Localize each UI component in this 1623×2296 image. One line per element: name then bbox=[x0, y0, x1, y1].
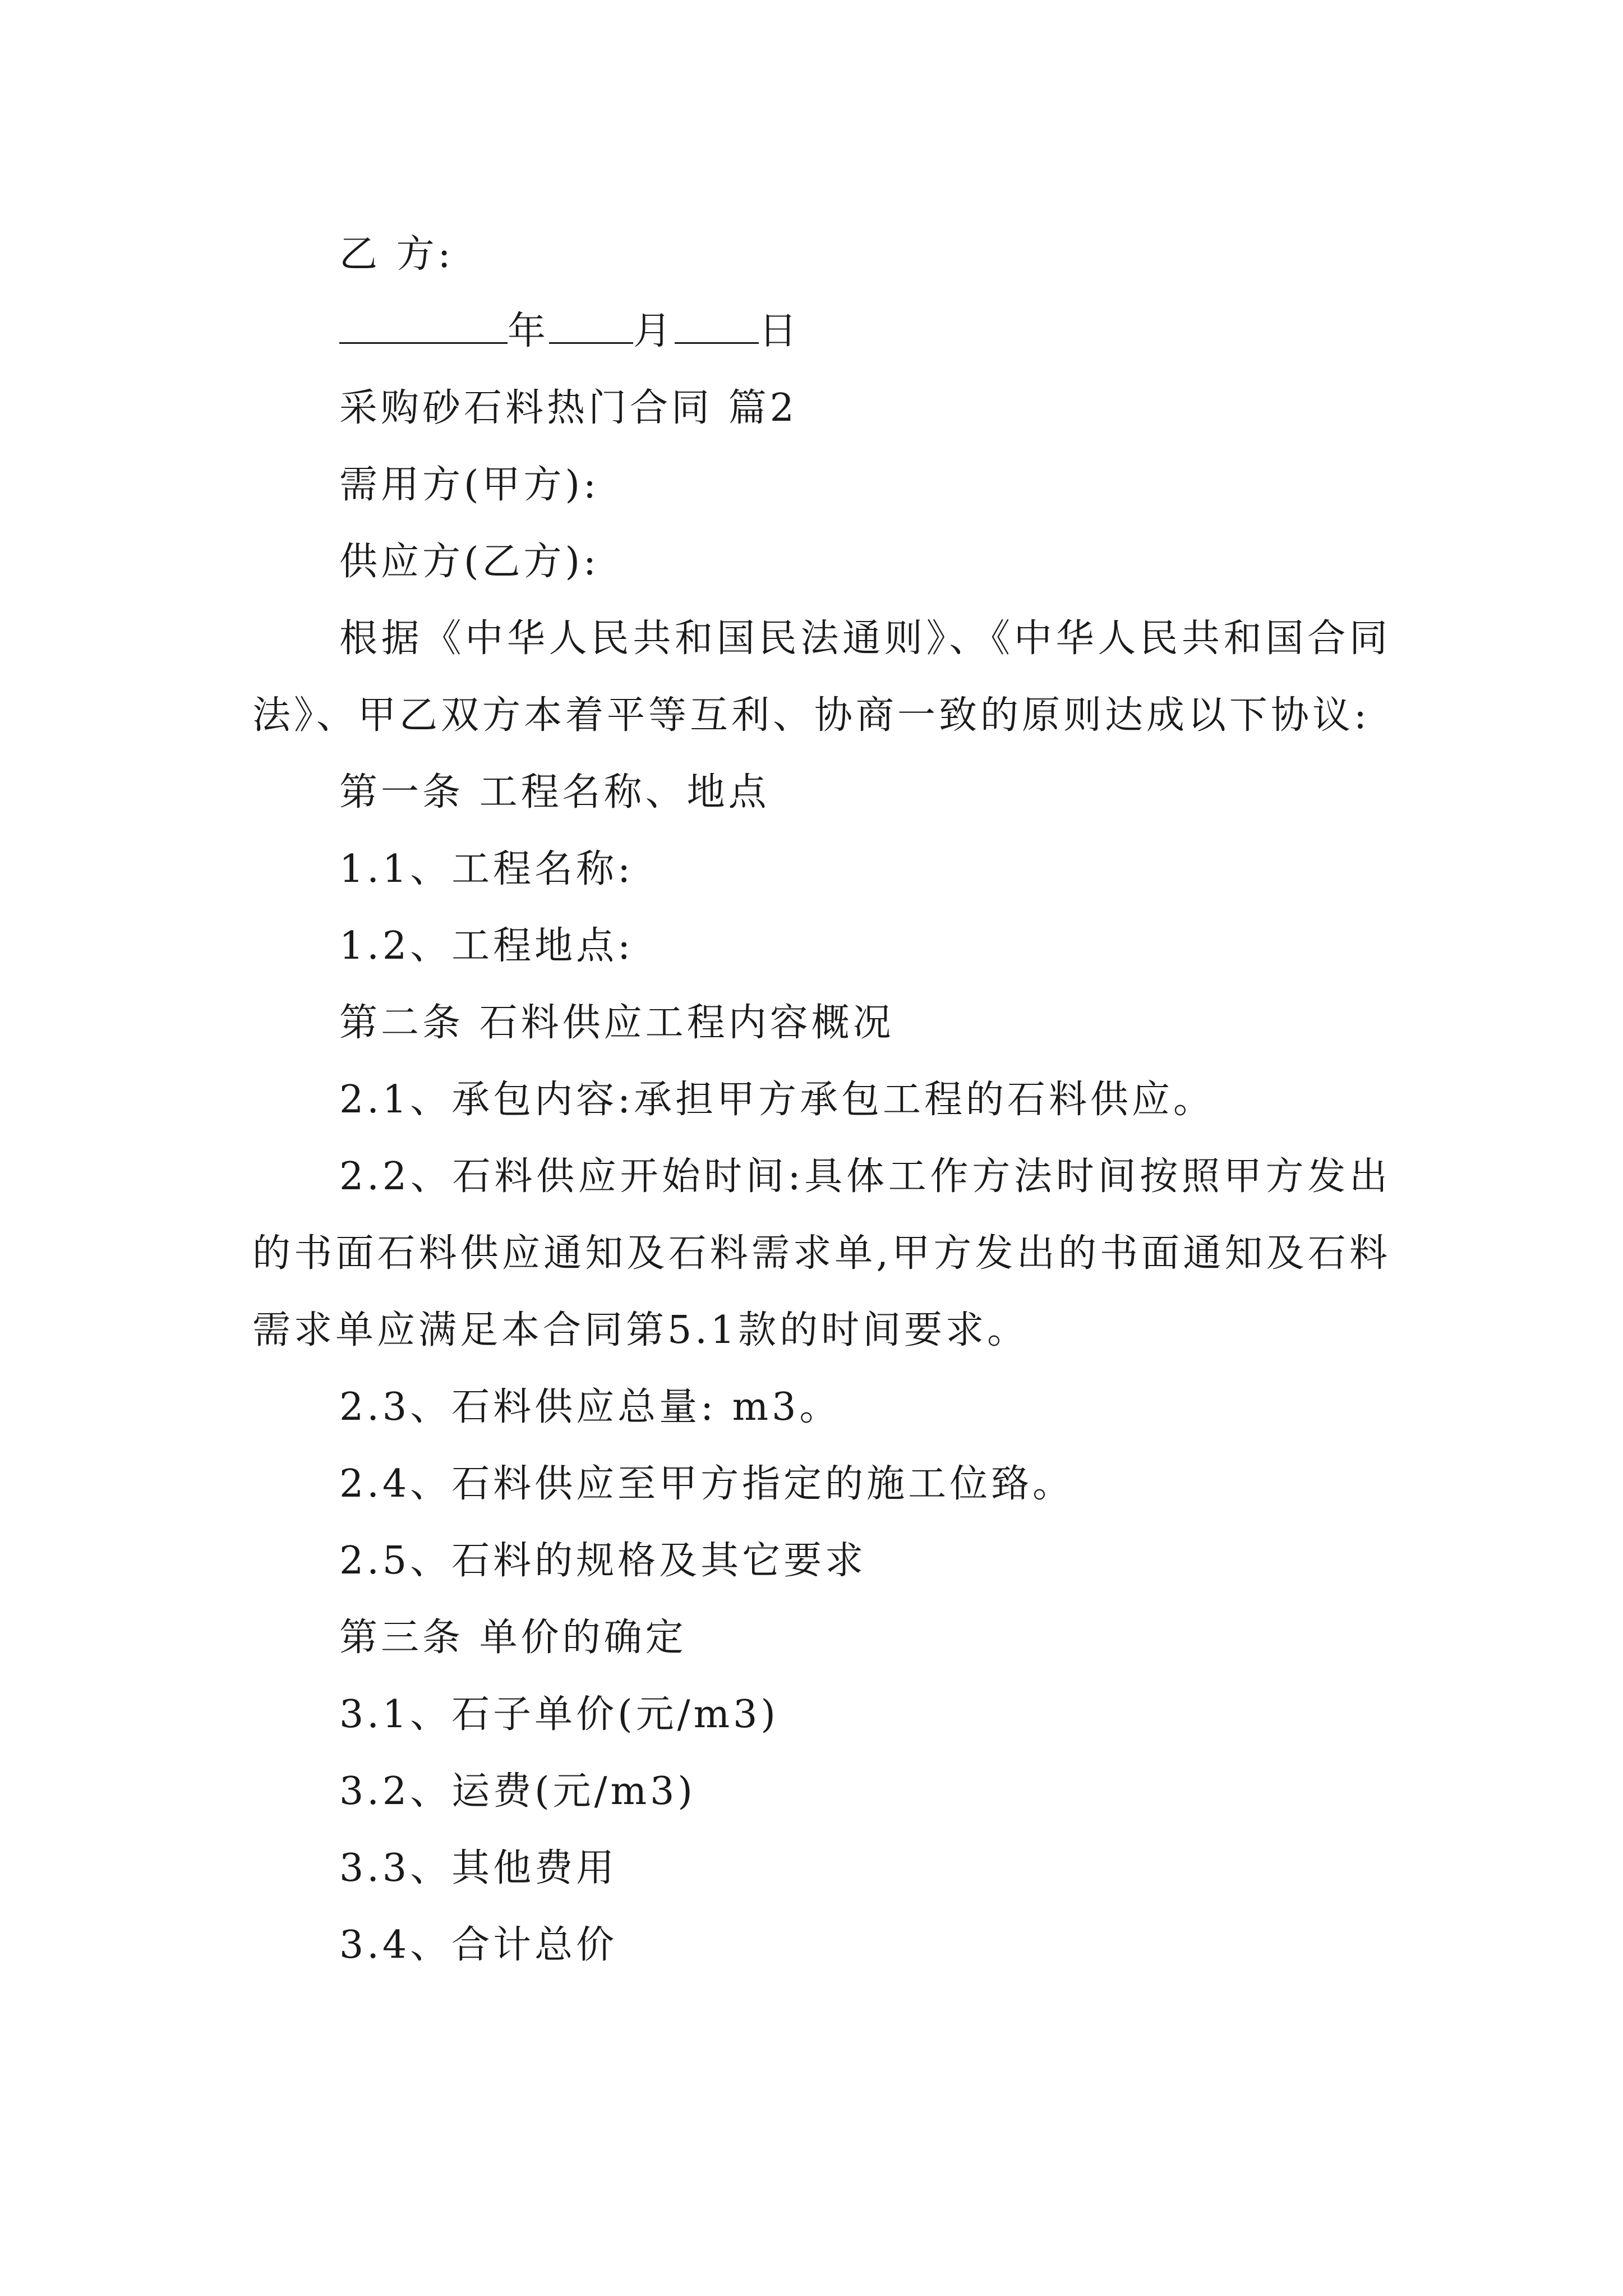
preamble-paragraph: 根据《中华人民共和国民法通则》、《中华人民共和国合同法》、甲乙双方本着平等互利、协商一致的原则达成以下协议: bbox=[252, 616, 1391, 738]
year-blank bbox=[339, 310, 508, 344]
month-blank bbox=[549, 310, 633, 344]
day-label: 日 bbox=[759, 309, 801, 353]
article3-item-4: 3.4、合计总价 bbox=[339, 1923, 618, 1967]
article2-item-1: 2.1、承包内容:承担甲方承包工程的石料供应。 bbox=[339, 1078, 1215, 1122]
article1-item-1: 1.1、工程名称: bbox=[339, 847, 634, 891]
article3-title: 第三条 单价的确定 bbox=[339, 1616, 687, 1660]
section-title: 采购砂石料热门合同 篇2 bbox=[339, 386, 797, 430]
year-label: 年 bbox=[508, 309, 550, 353]
article2-item-4: 2.4、石料供应至甲方指定的施工位臵。 bbox=[339, 1462, 1075, 1506]
demander-line: 需用方(甲方): bbox=[339, 463, 600, 507]
supplier-line: 供应方(乙方): bbox=[339, 540, 600, 584]
month-label: 月 bbox=[633, 309, 675, 353]
article3-item-2: 3.2、运费(元/m3) bbox=[339, 1769, 696, 1814]
article2-item-5: 2.5、石料的规格及其它要求 bbox=[339, 1539, 867, 1583]
day-blank bbox=[675, 310, 759, 344]
document-body bbox=[252, 216, 1391, 1984]
article2-item-3: 2.3、石料供应总量: m3。 bbox=[339, 1385, 841, 1429]
article1-title: 第一条 工程名称、地点 bbox=[339, 770, 770, 815]
date-line bbox=[252, 293, 1391, 370]
article3-item-3: 3.3、其他费用 bbox=[339, 1846, 618, 1890]
article2-title: 第二条 石料供应工程内容概况 bbox=[339, 1001, 895, 1045]
article1-item-2: 1.2、工程地点: bbox=[339, 924, 634, 968]
article2-item-2: 2.2、石料供应开始时间:具体工作方法时间按照甲方发出的书面石料供应通知及石料需求单,甲方发出的书面通知及石料需求单应满足本合同第5.1款的时间要求。 bbox=[252, 1154, 1391, 1352]
party-b-line: 乙 方: bbox=[339, 232, 454, 277]
article3-item-1: 3.1、石子单价(元/m3) bbox=[339, 1692, 779, 1737]
